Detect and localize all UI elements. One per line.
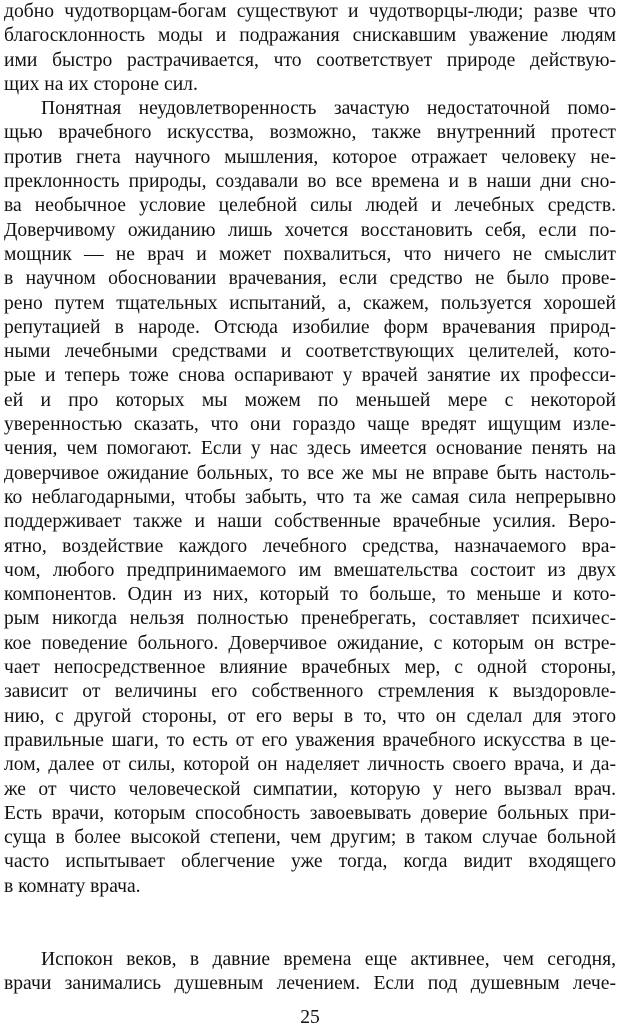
text-line: ва необычное условие целебной силы людей и лечебных средств.	[4, 195, 616, 217]
text-line: чом, любого предпринимаемого им вмешательства состоит из двух	[4, 559, 616, 581]
text-line: Испокон веков, в давние времена еще активнее, чем сегодня,	[41, 949, 616, 970]
text-line: доверчивое ожидание больных, то все же мы не вправе быть настоль-	[4, 462, 616, 484]
page-number: 25	[300, 1007, 320, 1028]
text-line: в научном обосновании врачевания, если средство не было прове-	[4, 268, 616, 290]
text-line: поддерживает также и наши собственные врачебные усилия. Веро-	[4, 511, 616, 533]
text-line: суща в более высокой степени, чем другим; в таком случае больной	[4, 827, 616, 849]
text-line: ятно, воздействие каждого лечебного средства, назначаемого вра-	[4, 535, 616, 557]
text-line: благосклонность моды и подражания снискавшим уважение людям	[4, 25, 616, 47]
text-line: щих на их стороне сил.	[4, 73, 198, 95]
text-line: кое поведение больного. Доверчивое ожидание, с которым он встре-	[4, 632, 616, 654]
text-line: чения, чем помогают. Если у нас здесь имеется основание пенять на	[4, 438, 616, 460]
text-line: врачи занимались душевным лечением. Если под душевным лече-	[4, 973, 616, 995]
text-line: Понятная неудовлетворенность зачастую недостаточной помо-	[41, 98, 616, 120]
text-line: щью врачебного искусства, возможно, также внутренний протест	[4, 122, 616, 144]
text-line: правильные шаги, то есть от его уважения врачебного искусства в це-	[4, 729, 616, 751]
text-line: нию, с другой стороны, от его веры в то, что он сделал для этого	[4, 705, 616, 727]
text-line: чает непосредственное влияние врачебных мер, с одной стороны,	[4, 657, 616, 679]
text-line: Доверчивому ожиданию лишь хочется восстановить себя, если по-	[4, 219, 616, 241]
text-line: в комнату врача.	[4, 875, 141, 897]
text-line: ими быстро растрачивается, что соответствует природе действую-	[4, 49, 616, 71]
text-line: мощник — не врач и может похвалиться, что ничего не смыслит	[4, 243, 616, 265]
text-line: против гнета научного мышления, которое отражает человеку не-	[4, 146, 616, 168]
text-line: ными лечебными средствами и соответствующих целителей, кото-	[4, 341, 616, 363]
text-block-upper	[4, 0, 616, 899]
text-line: репутацией в народе. Отсюда изобилие форм врачевания природ-	[4, 316, 616, 338]
text-line: ко неблагодарными, чтобы забыть, что та же самая сила непрерывно	[4, 486, 616, 508]
text-line: часто испытывает облегчение уже тогда, когда видит входящего	[4, 851, 616, 873]
text-line: лом, далее от силы, которой он наделяет личность своего врача, и да-	[4, 754, 616, 776]
text-line: рено путем тщательных испытаний, а, скажем, пользуется хорошей	[4, 292, 616, 314]
text-line: уверенностью сказать, что они гораздо чаще вредят ищущим изле-	[4, 414, 616, 436]
text-line: Есть врачи, которым способность завоевывать доверие больных при-	[4, 802, 616, 824]
text-line: зависит от величины его собственного стремления к выздоровле-	[4, 681, 616, 703]
text-line: компонентов. Один из них, который то больше, то меньше и кото-	[4, 584, 616, 606]
text-line: рым никогда нельзя полностью пренебрегать, составляет психичес-	[4, 608, 616, 630]
text-block-lower	[4, 948, 616, 997]
text-line: ей и про которых мы можем по меньшей мере с некоторой	[4, 389, 616, 411]
text-line: рые и теперь тоже снова оспаривают у врачей занятие их професси-	[4, 365, 616, 387]
text-line: же от чисто человеческой симпатии, которую у него вызвал врач.	[4, 778, 616, 800]
text-line: преклонность природы, создавали во все времена и в наши дни сно-	[4, 171, 616, 193]
text-line: добно чудотворцам-богам существуют и чудотворцы-люди; разве что	[4, 1, 616, 22]
